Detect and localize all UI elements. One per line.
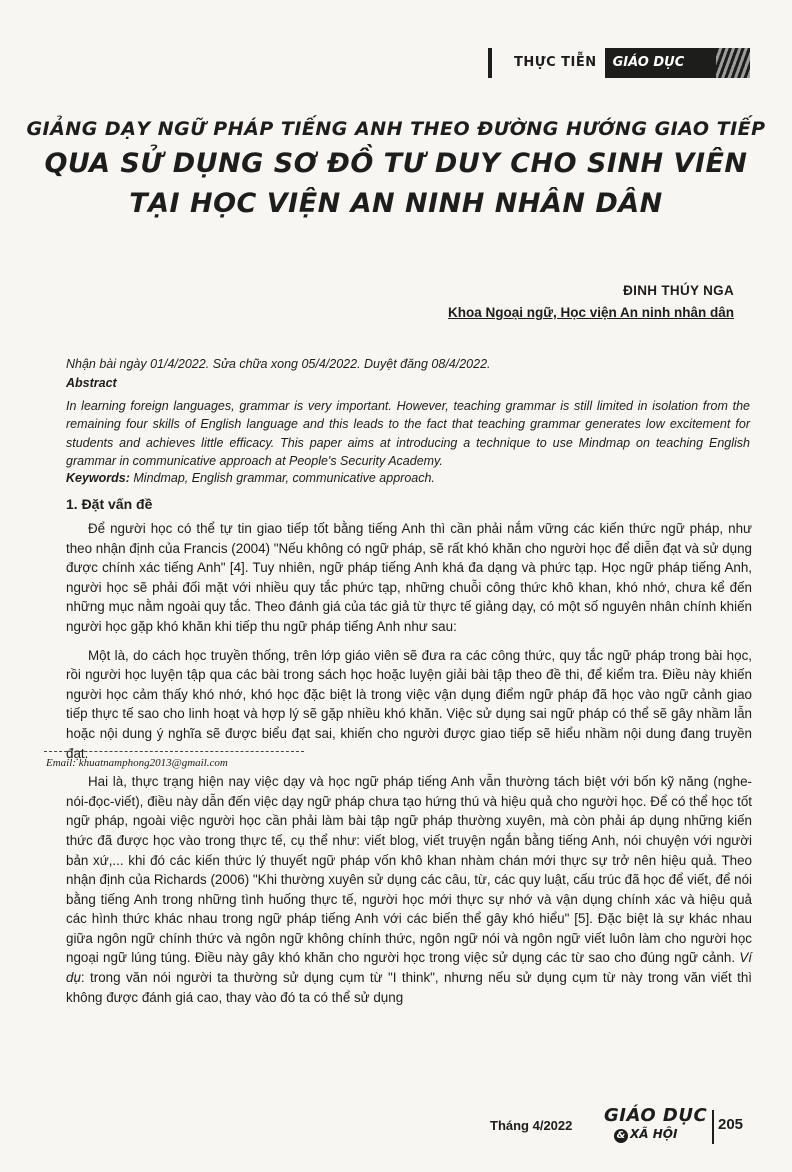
magazine-logo-line-1: GIÁO DỤC [604,1105,708,1126]
magazine-logo-line-2-wrap [604,1126,708,1143]
author-email: Email: khuatnamphong2013@gmail.com [46,757,228,769]
author-name: ĐINH THÚY NGA [623,283,734,298]
author-affiliation: Khoa Ngoại ngữ, Học viện An ninh nhân dân [447,305,734,320]
author-block [448,283,734,320]
issue-date: Tháng 4/2022 [490,1118,573,1133]
article-title-line-2: QUA SỬ DỤNG SƠ ĐỒ TƯ DUY CHO SINH VIÊN [44,148,748,179]
magazine-logo [604,1106,708,1146]
footnote-divider [44,751,304,752]
received-note: Nhận bài ngày 01/4/2022. Sửa chữa xong 05/4/2022. Duyệt đăng 08/4/2022. [66,357,491,371]
abstract-text: In learning foreign languages, grammar is very important. However, teaching grammar is still limited in isolation from the remaining four skills of English language and this leads to the fact that teaching grammar generates low excitement for students and achieves little efficacy. This paper aims at introducing a technique to use Mindmap on teaching English grammar in communicative approach at People's Security Academy. [66,399,750,469]
magazine-logo-line-2: XÃ HỘI [630,1127,678,1141]
article-title-line-3: TẠI HỌC VIỆN AN NINH NHÂN DÂN [129,188,663,219]
paragraph-3 [66,772,752,1007]
header-stripe-decoration [716,48,750,78]
keywords [66,471,750,485]
paragraph-1: Để người học có thể tự tin giao tiếp tốt bằng tiếng Anh thì cần phải nắm vững các kiến thức ngữ pháp, như theo nhận định của Francis (2004) "Nếu không có ngữ pháp, sẽ rất khó khăn cho người học để diễn đạt và sử dụng được chính xác tiếng Anh" [4]. Tuy nhiên, ngữ pháp tiếng Anh khá đa dạng và phức tạp. Học ngữ pháp tiếng Anh, người học sẽ phải đối mặt với nhiều quy tắc phức tạp, những chuỗi công thức khô khan, khó nhớ, chưa kể đến những mục nằm ngoài quy tắc. Theo đánh giá của tác giả từ thực tế giảng dạy, có một số nguyên nhân chính khiến người học gặp khó khăn khi tiếp thu ngữ pháp tiếng Anh như sau: [66,521,752,634]
keywords-text: Mindmap, English grammar, communicative approach. [129,471,435,485]
page-number: 205 [718,1116,744,1133]
abstract-heading: Abstract [66,376,117,390]
paragraph-3-vidu: Ví dụ [66,950,752,986]
article-title-line-1: GIẢNG DẠY NGỮ PHÁP TIẾNG ANH THEO ĐƯỜNG HƯỚNG GIAO TIẾP [26,118,766,140]
section-label-giao-duc-text: GIÁO DỤC [612,55,685,70]
section-1-heading: 1. Đặt vấn đề [66,496,153,512]
paragraph-2: Một là, do cách học truyền thống, trên lớp giáo viên sẽ đưa ra các công thức, quy tắc ngữ pháp trong bài học, rồi người học luyện tập qua các bài trong sách học hoặc luyện giải bài tập theo đề thi, để kiểm tra. Điều này khiến người học cảm thấy khó nhớ, khó học đặc biệt là trong việc vận dụng điểm ngữ pháp đã học vào ngữ cảnh giao tiếp thực tế sao cho linh hoạt và hợp lý sẽ gặp nhiều khó khăn. Việc sử dụng sai ngữ pháp có thể sẽ gây nhầm lẫn hoặc nội dung ý nghĩa sẽ được biểu đạt sai, khiến cho người được giao tiếp sẽ hiểu nhầm nội dung đang truyền đạt. [66,647,752,761]
paragraph-3-tail: : trong văn nói người ta thường sử dụng cụm từ "I think", nhưng nếu sử dụng cụm từ này trong văn viết thì không được đánh giá cao, thay vào đó ta có thể sử dụng [66,970,752,1005]
ampersand-icon: & [614,1129,628,1143]
paragraph-3-main: Hai là, thực trạng hiện nay việc dạy và học ngữ pháp tiếng Anh vẫn thường tách biệt với bốn kỹ năng (nghe-nói-đọc-viết), điều này dẫn đến việc dạy ngữ pháp chưa tạo hứng thú và hiệu quả cho người học. Để có thể học tốt ngữ pháp, ngoài việc người học cần phải làm bài tập ngữ pháp thường xuyên, mà còn phải áp dụng những kiến thức đã được học vào trong thực tế, cụ thể như: viết blog, viết truyện ngắn bằng tiếng Anh, nói chuyện với người bản xứ,... khi đó các kiến thức lý thuyết ngữ pháp vốn khô khan nhàm chán mới thực sự trở nên hiệu quả. Theo nhận định của Richards (2006) "Khi thường xuyên sử dụng các câu, từ, các quy luật, cấu trúc đã học để viết, để nói bằng tiếng Anh trong những tình huống thực tế, người học mới thực sự nhớ và vận dụng chính xác và hiệu quả các hình thức khác nhau trong ngữ pháp tiếng Anh với các biến thể gây khó hiểu" [5]. Đặc biệt là sự khác nhau giữa ngôn ngữ chính thức và ngôn ngữ không chính thức, ngôn ngữ nói và ngôn ngữ viết luôn làm cho người học ngoại ngữ lúng túng. Điều này gây khó khăn cho người học trong việc sử dụng các từ sao cho đúng ngữ cảnh. [66,774,752,966]
keywords-label: Keywords: [66,471,130,485]
section-header [488,48,750,78]
section-label-thuc-tien: THỰC TIỄN [492,48,605,78]
footer-divider [712,1110,714,1144]
